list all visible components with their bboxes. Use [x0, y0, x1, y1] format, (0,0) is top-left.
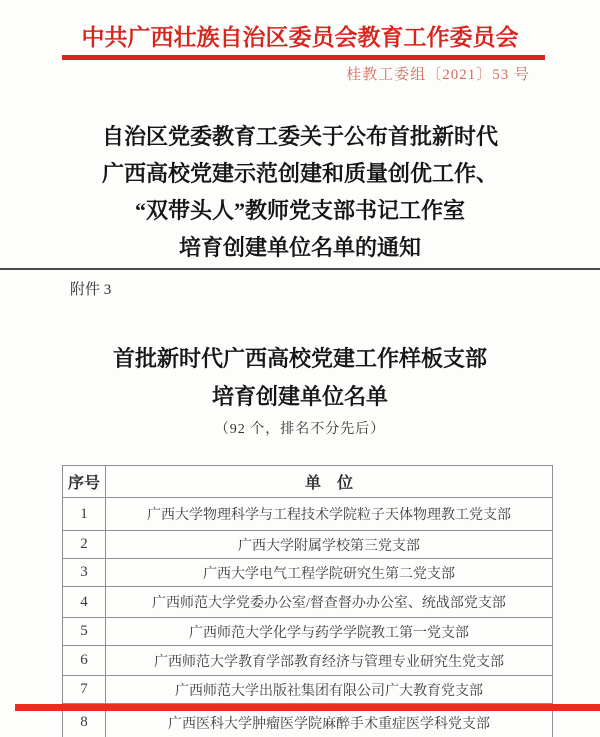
unit-name-cell: 广西大学电气工程学院研究生第二党支部	[106, 559, 553, 587]
letterhead-red-rule	[62, 55, 545, 60]
table-row	[63, 498, 553, 531]
table-row	[63, 587, 553, 618]
unit-name-cell: 广西大学附属学校第三党支部	[106, 531, 553, 559]
table-row	[63, 646, 553, 676]
notice-title-line-1: 自治区党委教育工委关于公布首批新时代	[101, 124, 498, 149]
unit-name-cell: 广西医科大学肿瘤医学院麻醉手术重症医学科党支部	[106, 704, 553, 737]
row-number-cell: 7	[63, 676, 106, 704]
unit-name-cell: 广西师范大学出版社集团有限公司广大教育党支部	[106, 676, 553, 704]
red-highlight-line	[15, 704, 600, 711]
row-number-cell: 2	[63, 531, 106, 559]
list-title	[0, 340, 600, 416]
table-row	[63, 531, 553, 559]
attachment-label: 附件 3	[70, 282, 112, 298]
units-table	[62, 465, 553, 737]
unit-name-cell: 广西师范大学化学与药学学院教工第一党支部	[106, 618, 553, 646]
notice-title-line-2: 广西高校党建示范创建和质量创优工作、	[101, 161, 498, 186]
row-number-cell: 5	[63, 618, 106, 646]
notice-title-line-3: “双带头人”教师党支部书记工作室	[134, 198, 465, 223]
column-header-no: 序号	[63, 466, 106, 498]
document-number: 桂教工委组〔2021〕53 号	[346, 67, 530, 83]
column-header-unit: 单 位	[106, 466, 553, 498]
list-title-line-2: 培育创建单位名单	[211, 384, 388, 409]
table-row	[63, 559, 553, 587]
table-header-row	[63, 466, 553, 498]
row-number-cell: 6	[63, 646, 106, 676]
notice-title	[0, 118, 600, 266]
row-number-cell: 3	[63, 559, 106, 587]
unit-name-cell: 广西师范大学教育学部教育经济与管理专业研究生党支部	[106, 646, 553, 676]
table-row	[63, 676, 553, 704]
row-number-cell: 8	[63, 704, 106, 737]
unit-name-cell: 广西师范大学党委办公室/督查督办办公室、统战部党支部	[106, 587, 553, 618]
row-number-cell: 4	[63, 587, 106, 618]
letterhead-title: 中共广西壮族自治区委员会教育工作委员会	[81, 25, 519, 50]
table-body	[63, 498, 553, 737]
notice-title-line-4: 培育创建单位名单的通知	[178, 235, 421, 260]
count-note: （92 个，排名不分先后）	[214, 422, 386, 437]
table-row	[63, 618, 553, 646]
section-divider-line	[0, 268, 600, 270]
list-title-line-1: 首批新时代广西高校党建工作样板支部	[112, 346, 487, 371]
row-number-cell: 1	[63, 498, 106, 531]
unit-name-cell: 广西大学物理科学与工程技术学院粒子天体物理教工党支部	[106, 498, 553, 531]
